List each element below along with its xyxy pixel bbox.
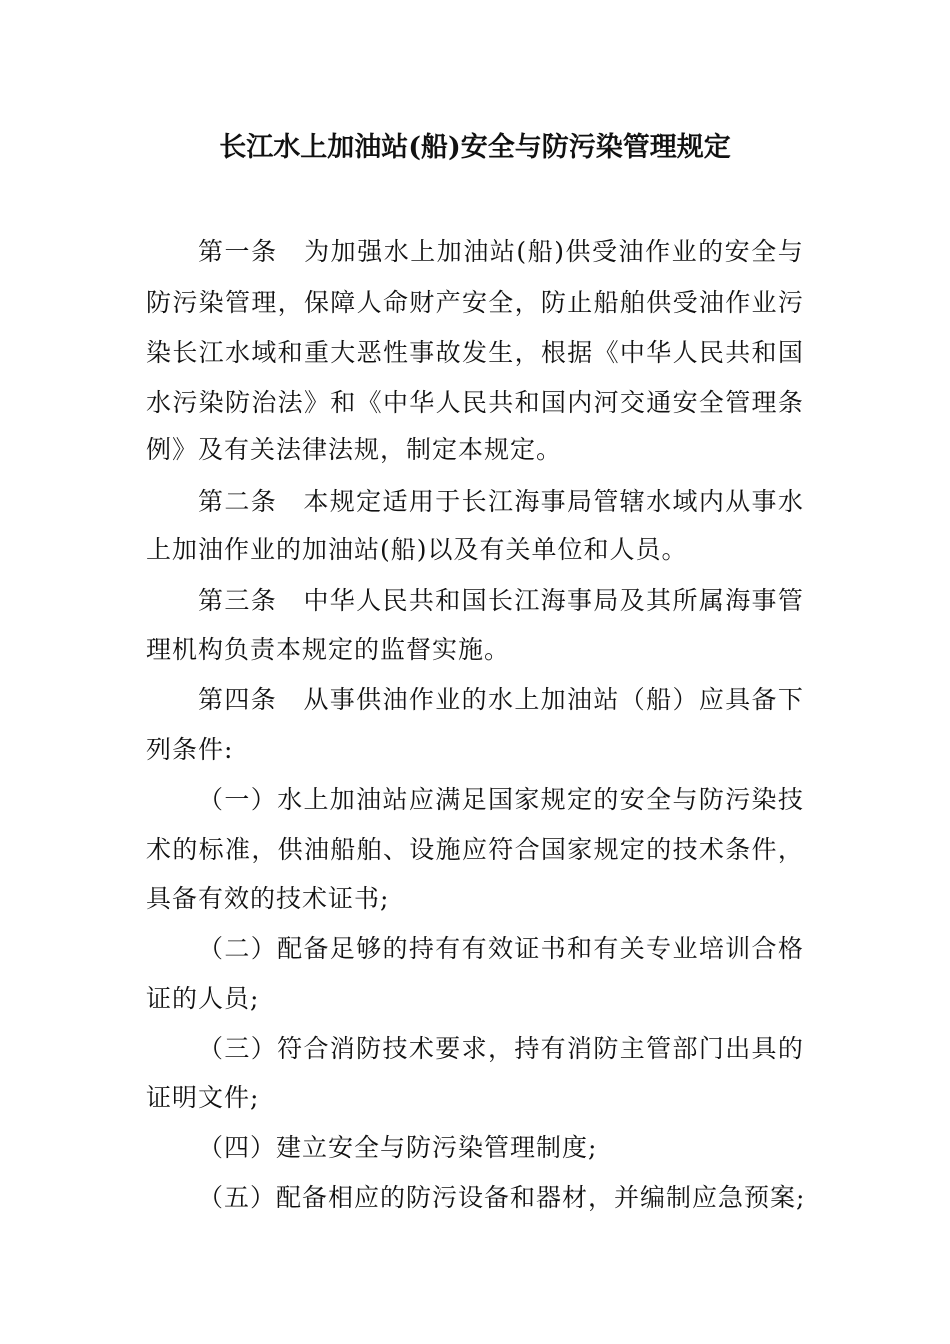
text-line: （五）配备相应的防污设备和器材，并编制应急预案;: [198, 1183, 806, 1212]
text-line: （ 一 ） 水 上 加 油 站 应 满 足 国 家 规 定 的 安 全 与 防 污 染 技: [198, 785, 804, 814]
text-line: （四）建立安全与防污染管理制度;: [198, 1133, 598, 1162]
text-line: （ 三 ） 符 合 消 防 技 术 要 求 ， 持 有 消 防 主 管 部 门 出 具 的: [198, 1034, 804, 1063]
text-line: （ 二 ） 配 备 足 够 的 持 有 有 效 证 书 和 有 关 专 业 培 训 合 格: [198, 934, 804, 963]
text-line: 术 的 标 准 ， 供 油 船 舶 、 设 施 应 符 合 国 家 规 定 的 技 术 条 件 ，: [146, 835, 804, 864]
text-line: 理机构负责本规定的监督实施。: [146, 635, 511, 664]
text-line: 证明文件;: [146, 1083, 260, 1112]
document-title: 长江水上加油站(船)安全与防污染管理规定: [219, 132, 731, 163]
text-line: 第 一 条 为 加 强 水 上 加 油 站 ( 船 ) 供 受 油 作 业 的 安 全 与: [198, 237, 804, 266]
text-line: 水 污 染 防 治 法 》 和 《 中 华 人 民 共 和 国 内 河 交 通 安 全 管 理 条: [146, 388, 804, 417]
text-line: 具备有效的技术证书;: [146, 884, 390, 913]
text-line: 例》及有关法律法规，制定本规定。: [146, 435, 563, 464]
text-line: 防 污 染 管 理 ， 保 障 人 命 财 产 安 全 ， 防 止 船 舶 供 受 油 作 业 污: [146, 288, 804, 317]
text-line: 列条件:: [146, 735, 234, 764]
text-line: 染 长 江 水 域 和 重 大 恶 性 事 故 发 生 ， 根 据 《 中 华 人 民 共 和 国: [146, 338, 804, 367]
text-line: 证的人员;: [146, 984, 260, 1013]
text-line: 第 四 条 从 事 供 油 作 业 的 水 上 加 油 站 （ 船 ） 应 具 备 下: [198, 685, 804, 714]
text-line: 第 三 条 中 华 人 民 共 和 国 长 江 海 事 局 及 其 所 属 海 事 管: [198, 586, 804, 615]
text-line: 上加油作业的加油站(船)以及有关单位和人员。: [146, 535, 688, 564]
text-line: 第 二 条 本 规 定 适 用 于 长 江 海 事 局 管 辖 水 域 内 从 事 水: [198, 487, 804, 516]
